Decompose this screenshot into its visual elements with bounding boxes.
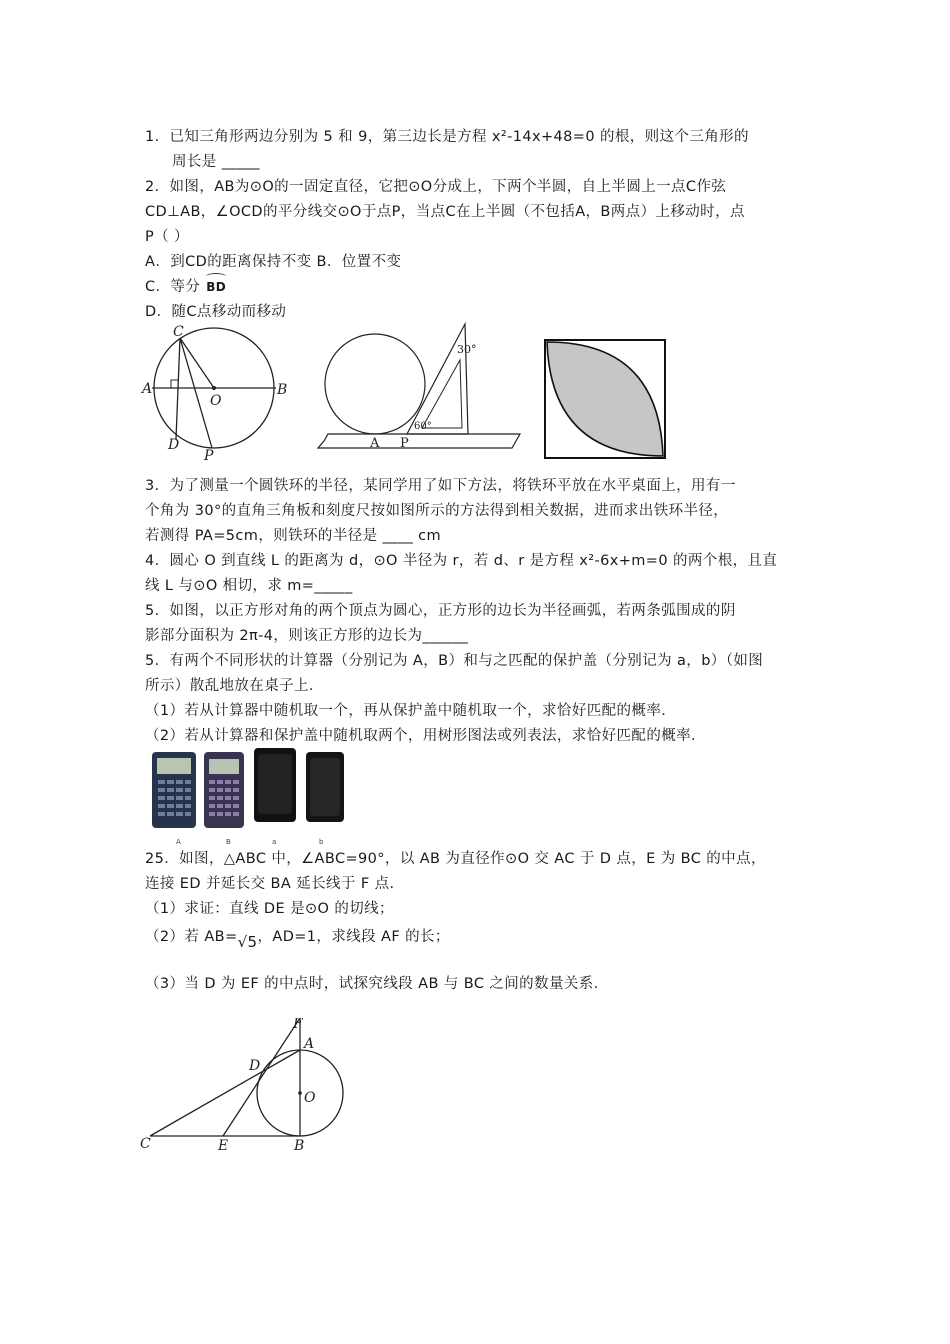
label-b: B [277,382,288,398]
calculator-a [152,752,196,828]
center-dot [298,1091,302,1095]
figure-triangle-circle [138,1018,358,1156]
q25-sub2 [145,926,450,951]
q2-option-a: A．到CD的距离保持不变 B．位置不变 [145,254,402,270]
triangle-ruler-outer [407,324,468,434]
calculators-photo [150,748,350,830]
calc-label-a: A [176,838,181,846]
q2-option-d: D．随C点移动而移动 [145,304,287,320]
q1-line2: 周长是 _____ [172,154,260,170]
label-f: F [293,1018,303,1032]
q5b-sub1: （1）若从计算器中随机取一个，再从保护盖中随机取一个，求恰好匹配的概率． [145,703,677,719]
label-e: E [218,1138,229,1154]
label-o: O [304,1090,316,1106]
q5b-line2: 所示）散乱地放在桌子上． [145,678,324,694]
figure-square-lens [543,338,669,462]
q5a-line2: 影部分面积为 2π-4，则该正方形的边长为______ [145,628,469,644]
q2-option-c-text: C．等分 [145,279,201,295]
iron-ring [325,334,425,434]
segment-ef [223,1018,300,1136]
q25-line1: 25．如图，△ABC 中，∠ABC=90°，以 AB 为直径作⊙O 交 AC 于 D 点，E 为 BC 的中点， [145,851,766,867]
sqrt-five: √5 [237,933,258,951]
label-angle-60: 60° [414,421,432,432]
q25-sub2-prefix: （2）若 AB= [145,929,238,945]
q3-line3: 若测得 PA=5cm，则铁环的半径是 ____ cm [145,528,442,544]
q2-option-c [145,277,226,297]
q25-sub3: （3）当 D 为 EF 的中点时，试探究线段 AB 与 BC 之间的数量关系． [145,976,609,992]
label-b: B [294,1138,305,1154]
calculator-b [204,752,244,828]
q25-sub2-suffix: ，AD=1，求线段 AF 的长； [257,929,450,945]
q2-line2: CD⊥AB，∠OCD的平分线交⊙O于点P，当点C在上半圆（不包括A，B两点）上移动时，点 [145,204,745,220]
q5b-line1: 5．有两个不同形状的计算器（分别记为 A，B）和与之匹配的保护盖（分别记为 a，b）（如图 [145,653,764,669]
center-dot [212,386,216,390]
q5a-line1: 5．如图，以正方形对角的两个顶点为圆心，正方形的边长为半径画弧，若两条弧围成的阴 [145,603,736,619]
figure-circle-chord [140,322,300,462]
q4-line1: 4．圆心 O 到直线 L 的距离为 d，⊙O 半径为 r，若 d、r 是方程 x²-6x+m=0 的两个根，且直 [145,553,778,569]
segment-oc [180,338,214,388]
q25-line2: 连接 ED 并延长交 BA 延长线于 F 点． [145,876,405,892]
cover-label-a: a [272,838,277,846]
cover-label-b: b [319,838,324,846]
q3-line2: 个角为 30°的直角三角板和刻度尺按如图所示的方法得到相关数据，进而求出铁环半径， [145,503,729,519]
calc-label-b: B [226,838,231,846]
figure-ring-ruler [310,320,530,465]
label-c: C [140,1136,151,1152]
label-a: A [142,381,153,397]
label-a: A [304,1036,315,1052]
segment-ca [150,1050,300,1136]
q2-line3: P（ ） [145,229,189,245]
label-a: A [370,436,380,451]
label-p: P [400,436,409,451]
q25-sub1: （1）求证：直线 DE 是⊙O 的切线； [145,901,394,917]
label-p: P [204,448,214,462]
arc-bd-label: BD [206,277,226,297]
label-d: D [168,437,180,453]
segment-cp [180,338,212,448]
q5b-sub2: （2）若从计算器和保护盖中随机取两个，用树形图法或列表法，求恰好匹配的概率． [145,728,706,744]
q1-line1: 1．已知三角形两边分别为 5 和 9，第三边长是方程 x²-14x+48=0 的根，则这个三角形的 [145,129,749,145]
q4-line2: 线 L 与⊙O 相切，求 m=_____ [145,578,353,594]
label-angle-30: 30° [457,343,477,356]
ruler [318,434,520,448]
q3-line1: 3．为了测量一个圆铁环的半径，某同学用了如下方法，将铁环平放在水平桌面上，用有一 [145,478,736,494]
label-o: O [210,393,222,409]
label-c: C [173,324,184,340]
label-d: D [249,1058,261,1074]
q2-line1: 2．如图，AB为⊙O的一固定直径，它把⊙O分成上，下两个半圆，自上半圆上一点C作弦 [145,179,727,195]
